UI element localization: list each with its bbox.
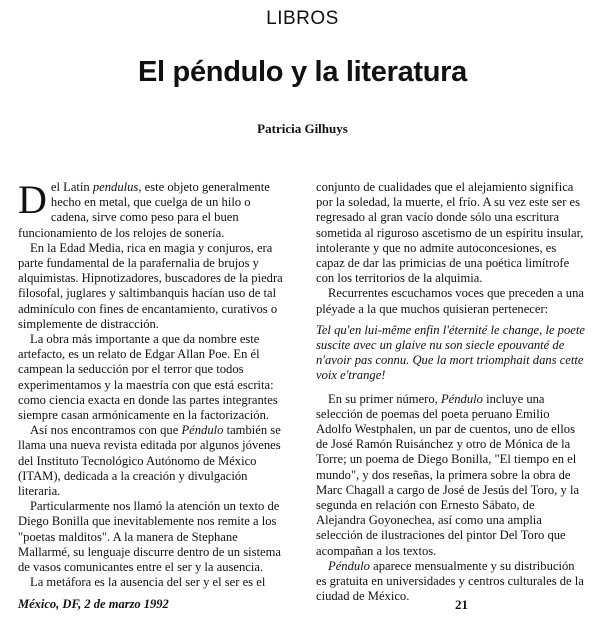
italic-term: Péndulo bbox=[328, 558, 370, 573]
paragraph-text: , este objeto generalmente hecho en metal, que cuelga de un hilo o cadena, sirve como peso para el buen funcionamiento de los relojes de sonería. bbox=[18, 180, 270, 240]
article-title: El péndulo y la literatura bbox=[138, 56, 467, 88]
paragraph-text: En su primer número, bbox=[328, 391, 441, 406]
paragraph: conjunto de cualidades que el alejamiento significa por la soledad, la muerte, el frío. A su vez este ser es regresado al gran vacío donde sólo una escritura sometida al riguroso ascetismo de un espíritu insular, intolerante y que no admite autoconcesiones, es capaz de dar las primicias de una poética limítrofe con los territorios de la alquimia. bbox=[316, 180, 584, 286]
page-number: 21 bbox=[455, 597, 468, 612]
left-column bbox=[18, 177, 284, 590]
paragraph bbox=[316, 392, 586, 559]
paragraph: En la Edad Media, rica en magia y conjuros, era parte fundamental de la parafernalia de brujos y alquimistas. Hipnotizadores, buscadores de la piedra filosofal, juglares y saltimbanquis hacían uso de tal adminículo con fines de encantamiento, curativos o simplemente de distracción. bbox=[18, 240, 283, 331]
italic-term: Péndulo bbox=[181, 423, 224, 438]
right-column bbox=[316, 180, 586, 604]
dateline: México, DF, 2 de marzo 1992 bbox=[18, 597, 169, 611]
drop-cap: D bbox=[18, 177, 47, 222]
italic-term: pendulus bbox=[92, 180, 139, 194]
paragraph bbox=[18, 423, 284, 499]
paragraph-text: el Latín bbox=[50, 180, 93, 194]
author-byline: Patricia Gilhuys bbox=[257, 121, 348, 136]
paragraph: La metáfora es la ausencia del ser y el ser es el bbox=[30, 575, 266, 590]
paragraph: Recurrentes escuchamos voces que preceden a una pléyade a la que muchos quisieran pertenecer: bbox=[316, 286, 584, 316]
poem-text: Tel qu'en lui-même enfin l'éternité le change, le poete suscite avec un glaive nu son siecle epouvanté de n'avoir pas connu. Que la mort triomphait dans cette voix e'trange! bbox=[316, 322, 585, 383]
paragraph-text: incluye una selección de poemas del poeta peruano Emilio Adolfo Westphalen, un par de cuentos, uno de ellos de José Ramón Ruisánchez y otro de Mónica de la Torre; un poema de Diego Bonilla, "El tiempo en el mundo", y dos reseñas, la primera sobre la obra de Marc Chagall a cargo de José de Jesús del Toro, y la segunda en relación con Ernesto Sábato, de Alejandra Goyonechea, así como una amplia selección de ilustraciones del pintor Del Toro que acompañan a los textos. bbox=[316, 391, 580, 558]
paragraph-text: aparece mensualmente y su distribución es gratuita en universidades y centros culturales de la ciudad de México. bbox=[316, 558, 584, 604]
italic-term: Péndulo bbox=[440, 391, 483, 406]
paragraph bbox=[316, 559, 586, 605]
paragraph-text: también se llama una nueva revista editada por algunos jóvenes del Instituto Tecnológico Autónomo de México (ITAM), dedicada a la creación y divulgación literaria. bbox=[18, 423, 281, 499]
paragraph-text: Así nos encontramos con que bbox=[30, 423, 182, 438]
paragraph: Particularmente nos llamó la atención un texto de Diego Bonilla que inevitablemente nos remite a los "poetas malditos". A la manera de Stephane Mallarmé, su lenguaje discurre dentro de un sistema de vasos comunicantes entre el ser y la ausencia. bbox=[18, 499, 281, 575]
paragraph: La obra más importante a que da nombre este artefacto, es un relato de Edgar Allan Poe. En él campean la seducción por el terror que todos experimentamos y la maestría con que está escrita: como ciencia exacta en donde las partes integrantes siempre casan armónicamente en la factorización. bbox=[18, 332, 278, 423]
paragraph bbox=[18, 177, 284, 241]
section-heading: LIBROS bbox=[266, 8, 339, 29]
poem-quote bbox=[316, 323, 586, 384]
